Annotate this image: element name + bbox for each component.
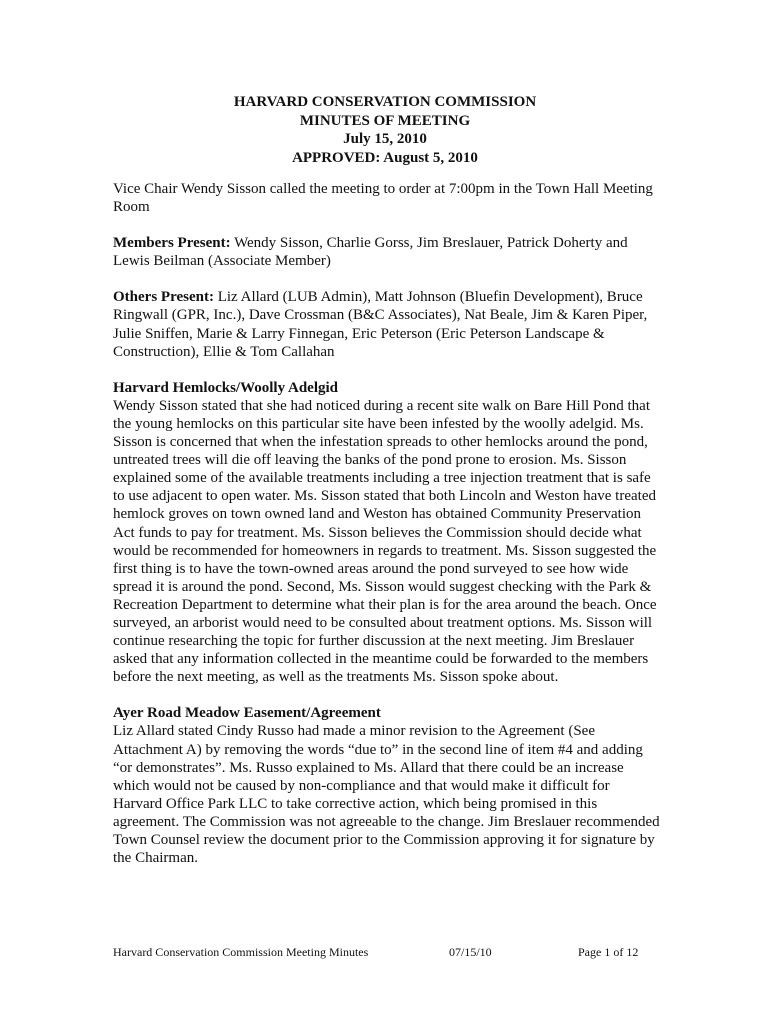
members-present-label: Members Present: — [113, 235, 231, 252]
document-body — [113, 180, 661, 885]
section-hemlocks — [113, 379, 661, 687]
members-present-paragraph — [113, 234, 661, 270]
footer-title: Harvard Conservation Commission Meeting Minutes — [113, 945, 369, 959]
footer-date: 07/15/10 — [449, 945, 492, 959]
header-approved-date: APPROVED: August 5, 2010 — [292, 149, 478, 166]
page-footer — [113, 943, 661, 961]
header-commission-name: HARVARD CONSERVATION COMMISSION — [233, 94, 537, 110]
intro-paragraph: Vice Chair Wendy Sisson called the meeting to order at 7:00pm in the Town Hall Meeting Room — [113, 181, 653, 216]
header-document-type: MINUTES OF MEETING — [299, 112, 471, 129]
section-ayer-road — [113, 704, 661, 867]
document-header — [0, 93, 770, 167]
section-text: Wendy Sisson stated that she had noticed during a recent site walk on Bare Hill Pond that the young hemlocks on this particular site have been infested by the woolly adelgid. Ms. Sisson is concerned that when the infestation spreads to other hemlocks around the pond, untreated trees will die off leaving the banks of the pond prone to erosion. Ms. Sisson explained some of the available treatments including a tree injection treatment that is safe to use adjacent to open water. Ms. Sisson stated that both Lincoln and Weston have treated hemlock groves on town owned land and Weston has obtained Community Preservation Act funds to pay for treatment. Ms. Sisson believes the Commission should decide what would be recommended for homeowners in regards to treatment. Ms. Sisson suggested the first thing is to have the town-owned areas around the pond surveyed to see how wide spread it is around the pond. Second, Ms. Sisson would suggest checking with the Park & Recreation Department to determine what their plan is for the area around the beach. Once surveyed, an arborist would need to be consulted about treatment options. Ms. Sisson will continue researching the topic for further discussion at the next meeting. Jim Breslauer asked that any information collected in the meantime could be forwarded to the members before the next meeting, as well as the treatments Ms. Sisson spoke about. — [113, 397, 657, 686]
section-title: Ayer Road Meadow Easement/Agreement — [113, 705, 381, 722]
footer-page-number: Page 1 of 12 — [578, 945, 639, 959]
section-text: Liz Allard stated Cindy Russo had made a minor revision to the Agreement (See Attachment A) by removing the words “due to” in the second line of item #4 and adding “or demonstrates”. Ms. Russo explained to Ms. Allard that there could be an increase which would not be caused by non-compliance and that would make it difficult for Harvard Office Park LLC to take corrective action, which being promised in this agreement. The Commission was not agreeable to the change. Jim Breslauer recommended Town Counsel review the document prior to the Commission approving it for signature by the Chairman. — [113, 723, 660, 867]
others-present-text: Liz Allard (LUB Admin), Matt Johnson (Bluefin Development), Bruce Ringwall (GPR, Inc.), Dave Crossman (B&C Associates), Nat Beale, Jim & Karen Piper, Julie Sniffen, Marie & Larry Finnegan, Eric Peterson (Eric Peterson Landscape & Construction), Ellie & Tom Callahan — [113, 289, 648, 360]
members-present-text: Wendy Sisson, Charlie Gorss, Jim Breslauer, Patrick Doherty and Lewis Beilman (Associate Member) — [113, 235, 628, 270]
header-meeting-date: July 15, 2010 — [343, 131, 427, 147]
others-present-paragraph — [113, 288, 661, 360]
others-present-label: Others Present: — [113, 289, 214, 306]
section-title: Harvard Hemlocks/Woolly Adelgid — [113, 379, 339, 396]
